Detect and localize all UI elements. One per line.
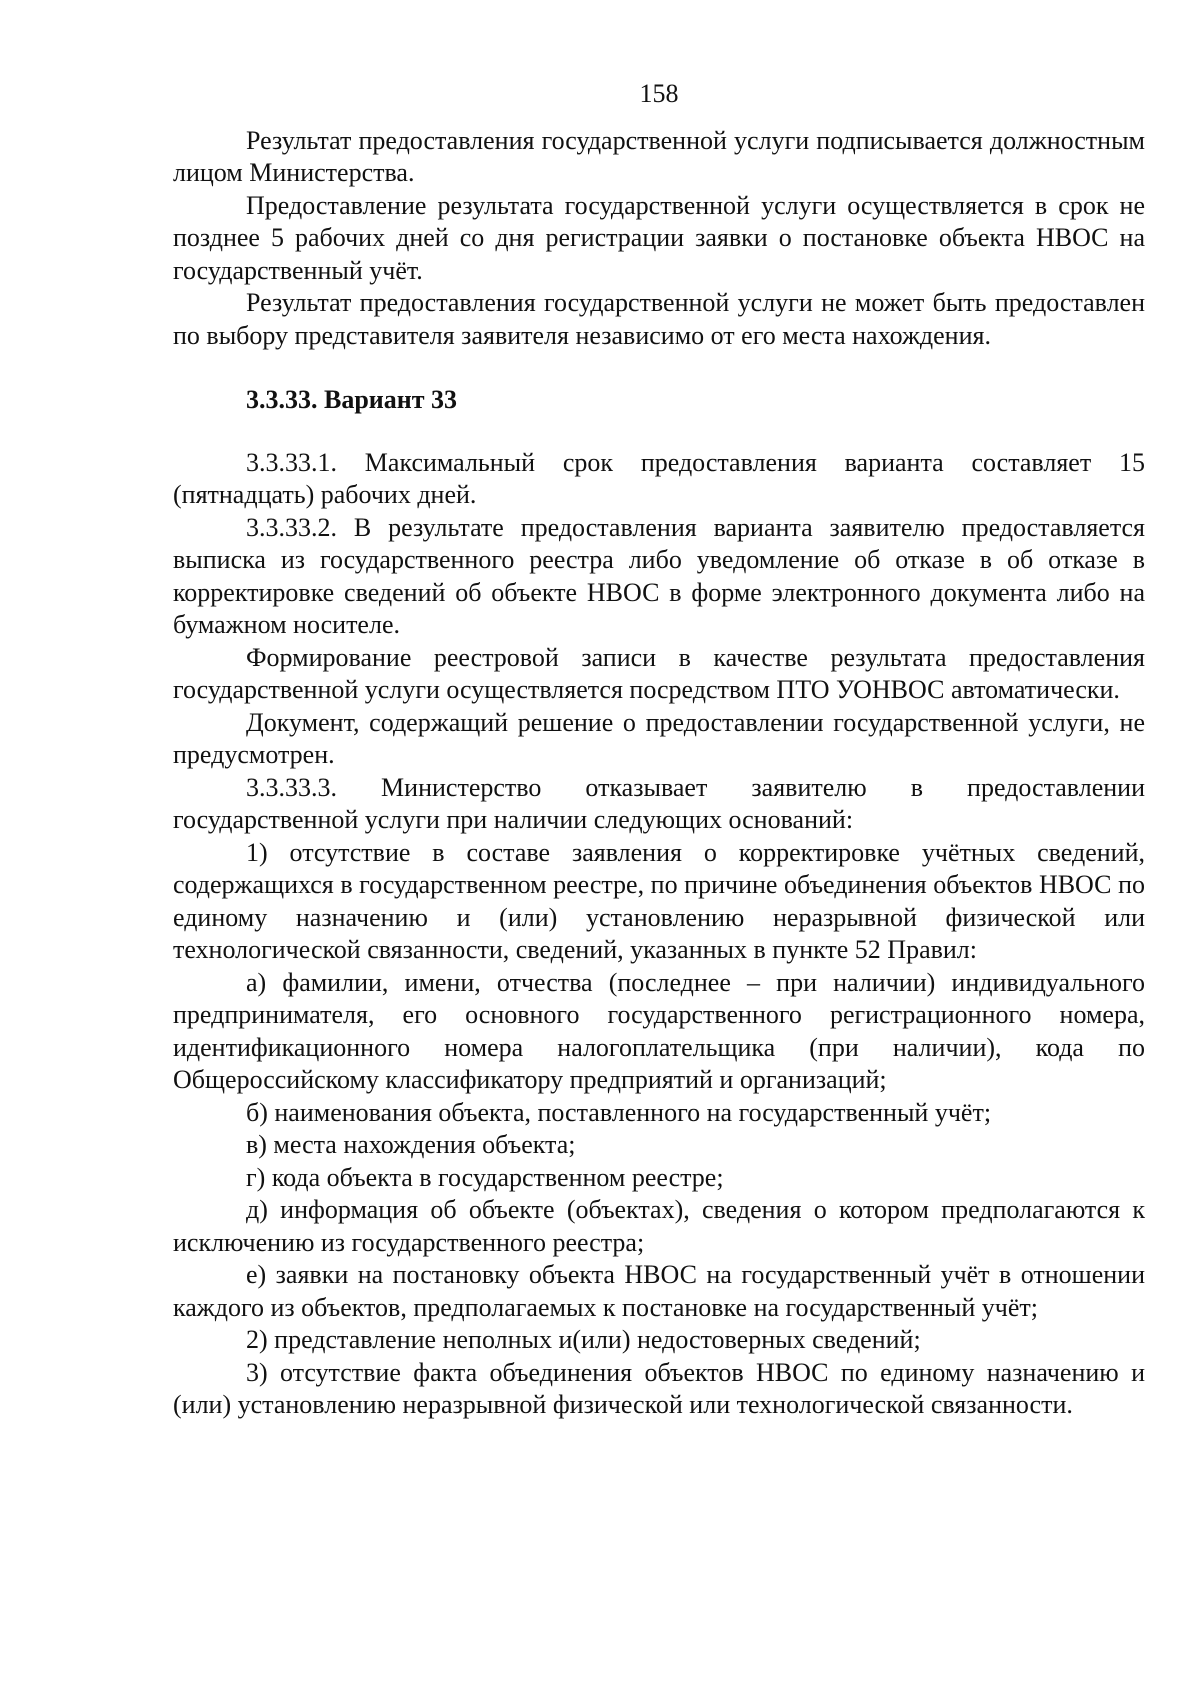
- list-item: д) информация об объекте (объектах), сведения о котором предполагаются к исключению из государственного реестра;: [173, 1195, 1145, 1257]
- list-item: а) фамилии, имени, отчества (последнее – при наличии) индивидуального предпринимателя, его основного государственного регистрационного номера, идентификационного номера налогоплательщика (при наличии), кода по Общероссийскому классификатору предприятий и организаций;: [173, 967, 1145, 1094]
- paragraph: 3.3.33.2. В результате предоставления варианта заявителю предоставляется выписка из государственного реестра либо уведомление об отказе в об отказе в корректировке сведений об объекте НВОС в форме электронного документа либо на бумажном носителе.: [173, 512, 1145, 639]
- paragraph: Документ, содержащий решение о предоставлении государственной услуги, не предусмотрен.: [173, 707, 1145, 769]
- list-item: 1) отсутствие в составе заявления о корректировке учётных сведений, содержащихся в государственном реестре, по причине объединения объектов НВОС по единому назначению и (или) установлению неразрывной физической или технологической связанности, сведений, указанных в пункте 52 Правил:: [173, 837, 1145, 964]
- list-item: г) кода объекта в государственном реестре;: [246, 1162, 724, 1192]
- list-item: 2) представление неполных и(или) недостоверных сведений;: [246, 1325, 921, 1354]
- list-item: б) наименования объекта, поставленного на государственный учёт;: [246, 1097, 992, 1127]
- paragraph: Результат предоставления государственной услуги не может быть предоставлен по выбору представителя заявителя независимо от его места нахождения.: [173, 288, 1145, 350]
- paragraph: Формирование реестровой записи в качестве результата предоставления государственной услуги осуществляется посредством ПТО УОНВОС автоматически.: [173, 642, 1145, 704]
- paragraph: Результат предоставления государственной услуги подписывается должностным лицом Министерства.: [173, 125, 1145, 187]
- paragraph: Предоставление результата государственной услуги осуществляется в срок не позднее 5 рабочих дней со дня регистрации заявки о постановке объекта НВОС на государственный учёт.: [173, 190, 1145, 285]
- paragraph: 3.3.33.3. Министерство отказывает заявителю в предоставлении государственной услуги при наличии следующих оснований:: [173, 772, 1145, 834]
- document-page: [173, 78, 1145, 1422]
- list-item: в) места нахождения объекта;: [246, 1130, 576, 1159]
- page-number: 158: [639, 79, 679, 108]
- list-item: 3) отсутствие факта объединения объектов НВОС по единому назначению и (или) установлению неразрывной физической или технологической связанности.: [173, 1357, 1145, 1419]
- list-item: е) заявки на постановку объекта НВОС на государственный учёт в отношении каждого из объектов, предполагаемых к постановке на государственный учёт;: [173, 1260, 1145, 1322]
- paragraph: 3.3.33.1. Максимальный срок предоставления варианта составляет 15 (пятнадцать) рабочих дней.: [173, 447, 1145, 509]
- section-heading: 3.3.33. Вариант 33: [246, 385, 458, 414]
